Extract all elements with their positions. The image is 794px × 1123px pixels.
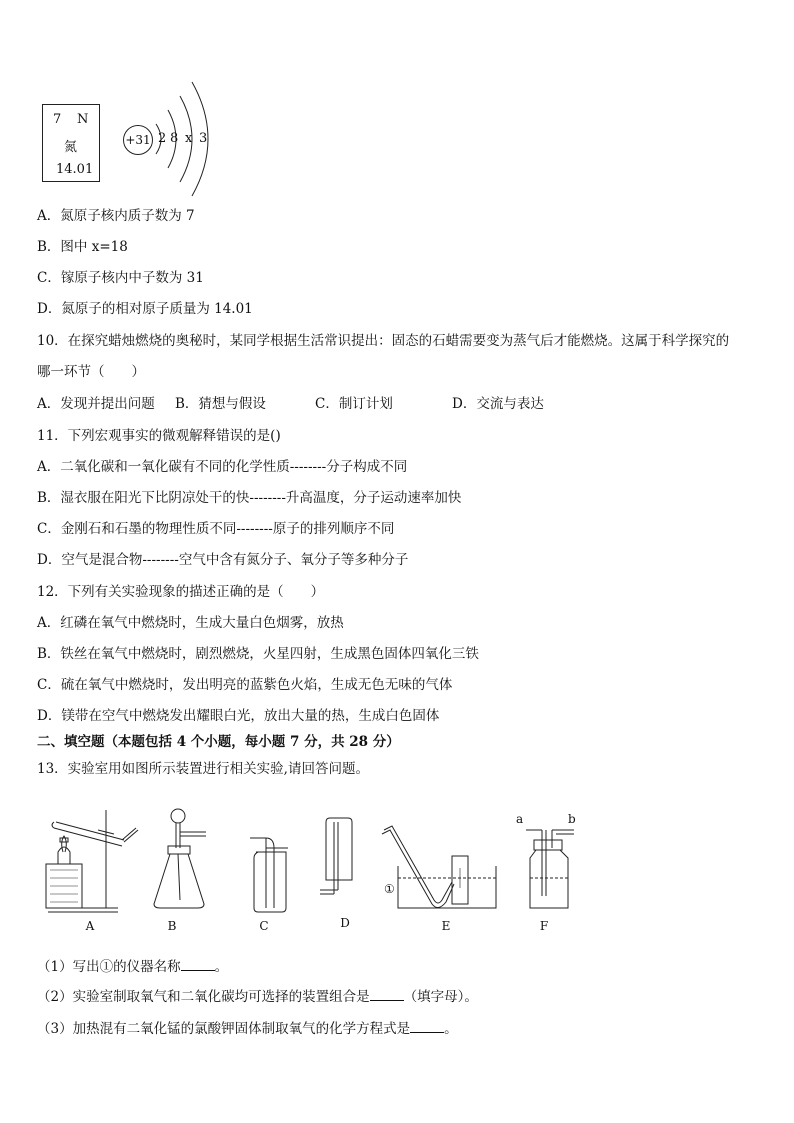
lab-apparatus-figure [36,808,596,920]
q13-stem: 13．实验室用如图所示装置进行相关实验,请回答问题。 [37,761,369,777]
q10-stem-line1: 10．在探究蜡烛燃烧的奥秘时，某同学根据生活常识提出：固态的石蜡需要变为蒸气后才能燃烧。这属于科学探究的 [37,333,730,349]
apparatus-c [250,838,288,912]
element-symbol: N [77,112,89,127]
label-c: C [259,919,269,933]
q11-option-a: A．二氧化碳和一氧化碳有不同的化学性质--------分子构成不同 [37,459,408,475]
atomic-mass: 14.01 [56,162,94,177]
atomic-number: 7 [53,112,62,127]
q12-option-d: D．镁带在空气中燃烧发出耀眼白光，放出大量的热，生成白色固体 [37,708,440,724]
nucleus-circle [123,125,153,155]
apparatus-a [46,810,138,912]
shell-3-count: x [185,131,193,146]
label-a: A [85,919,95,933]
answer-blank-3[interactable] [410,1020,444,1033]
label-d: D [340,916,350,930]
q12-option-b: B．铁丝在氧气中燃烧时，剧烈燃烧，火星四射，生成黑色固体四氧化三铁 [37,646,479,662]
q13-sub1-end: 。 [214,959,229,975]
q11-option-b: B．湿衣服在阳光下比阴凉处干的快--------升高温度，分子运动速率加快 [37,490,462,506]
q10-stem-line2: 哪一环节（ ） [37,364,145,380]
q13-sub3-text: （3）加热混有二氧化锰的氯酸钾固体制取氧气的化学方程式是 [37,1021,411,1037]
q9-option-c: C．镓原子核内中子数为 31 [37,270,204,286]
shell-1-count: 2 [158,131,167,146]
q12-option-c: C．硫在氧气中燃烧时，发出明亮的蓝紫色火焰，生成无色无味的气体 [37,677,453,693]
answer-blank-2[interactable] [370,988,404,1001]
apparatus-b [154,809,206,908]
q13-sub2 [37,988,478,1006]
section-2-heading: 二、填空题（本题包括 4 个小题，每小题 7 分，共 28 分） [37,734,400,750]
q10-option-d: D．交流与表达 [452,396,544,412]
q12-option-a: A．红磷在氧气中燃烧时，生成大量白色烟雾，放热 [37,615,344,631]
label-b: B [167,919,177,933]
q11-option-c: C．金刚石和石墨的物理性质不同--------原子的排列顺序不同 [37,521,395,537]
q9-option-d: D．氮原子的相对原子质量为 14.01 [37,301,253,317]
q13-sub1 [37,958,228,976]
nucleus-charge: +31 [125,133,151,147]
element-name: 氮 [64,140,78,155]
q9-option-b: B．图中 x=18 [37,239,128,255]
label-e: E [441,919,451,933]
q11-option-d: D．空气是混合物--------空气中含有氮分子、氧分子等多种分子 [37,552,409,568]
q11-stem: 11．下列宏观事实的微观解释错误的是() [37,428,281,444]
port-label-a: a [516,812,524,826]
q10-options [37,395,544,413]
port-label-b: b [568,812,576,826]
q12-stem: 12．下列有关实验现象的描述正确的是（ ） [37,584,325,600]
q13-sub2-end: （填字母）。 [403,989,478,1005]
answer-blank-1[interactable] [181,958,215,971]
q10-option-a: A．发现并提出问题 [37,396,155,412]
q13-sub1-text: （1）写出①的仪器名称 [37,959,181,975]
shell-4-count: 3 [199,131,208,146]
q9-option-a: A．氮原子核内质子数为 7 [37,208,195,224]
q13-sub2-text: （2）实验室制取氧气和二氧化碳均可选择的装置组合是 [37,989,370,1005]
apparatus-d [320,818,352,894]
element-card [42,104,100,182]
circle-1-label: ① [384,882,395,896]
apparatus-f [526,830,574,908]
apparatus-e [382,826,496,908]
q10-option-b: B．猜想与假设 [175,396,266,412]
q13-sub3-end: 。 [444,1021,458,1037]
q10-option-c: C．制订计划 [315,396,393,412]
shell-2-count: 8 [170,131,179,146]
label-f: F [539,919,549,933]
q13-sub3 [37,1020,458,1038]
